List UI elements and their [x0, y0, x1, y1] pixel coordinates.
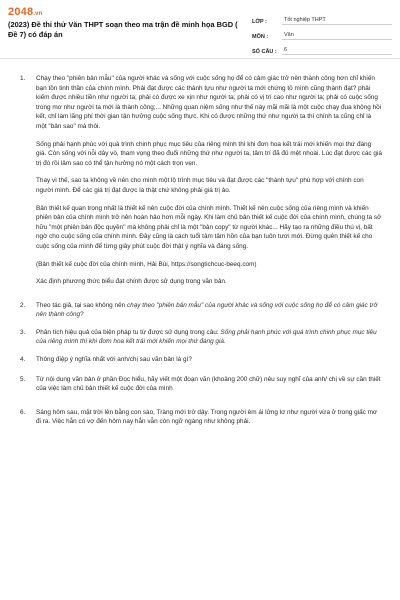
- meta-label-subject: MÔN :: [252, 34, 269, 40]
- question-4: [0, 355, 400, 365]
- exam-meta: [252, 10, 392, 55]
- meta-value-class: Tốt nghiệp THPT: [282, 17, 392, 25]
- question-6: [0, 408, 400, 427]
- question-2: [0, 301, 400, 320]
- question-text: Từ nội dung văn bản ở phần Đọc hiểu, hãy viết một đoạn văn (khoảng 200 chữ) nêu suy nghĩ của anh/ chị về sự cần thiết của việc làm chủ bản thiết kế cuộc đời của mình: [36, 375, 381, 393]
- question-prompt: Xác định phương thức biểu đạt chính được sử dụng trong văn bản.: [36, 278, 227, 286]
- question-number: 2.: [20, 301, 26, 309]
- question-number: 4.: [20, 356, 26, 364]
- site-logo[interactable]: [8, 6, 43, 18]
- question-quote: chạy theo "phiên bản mẫu" của người khác và sống với cuộc sống họ để có cảm giác trở nên thành công: [36, 301, 378, 319]
- question-text: [36, 328, 382, 347]
- question-3: [0, 328, 400, 347]
- page-header: [0, 0, 400, 59]
- meta-row-subject: [252, 25, 392, 40]
- passage-paragraph-2: Sống phải hạnh phúc với quá trình chinh phục mục tiêu của riêng mình thì khi đơn hoa kết trái mới khiến mọi thứ đáng giá. Còn sống với nỗi dây vò, tham vọng theo đuổi những thứ như người ta, tâm trí đã đủ mệt nhoài. Lúc đạt được các giá trị đó rồi lâm sao có thể tận hưởng nó một cách trọn vẹn.: [36, 140, 382, 167]
- question-quote: Sống phải hạnh phúc với quá trình chinh phục mục tiêu của riêng mình thì khi đơm hoa kết trái mới khiến mọi thứ đáng giá.: [36, 328, 377, 346]
- question-5: [0, 375, 400, 394]
- passage-paragraph-4: Bản thiết kế quan trọng nhất là thiết kế nên cuộc đời của chính mình. Thiết kế nên cuộc sống của riêng mình và khiến phiên bản của chính mình trở nên hoàn hảo hơn mỗi ngày. Khi làm chủ bản thiết kế cuộc đời của chính mình, chúng ta sở hữu "một phiên bản độc quyền" mà không phải chỉ là một "bản copy" từ người khác... Hãy tạo ra những điều thú vị, bất ngờ cho cuộc sống của chính mình. Đây cũng là cách tuổi tâm tâm hồn của bạn luôn tươi mới. Đừng quên thiết kế cho cuộc sống của mình để từng giây phút cuộc đời thật ý nghĩa và đáng sống.: [36, 204, 382, 250]
- question-1: [0, 74, 400, 287]
- meta-value-subject: Văn: [282, 32, 392, 40]
- question-tail: ?: [80, 311, 84, 319]
- brand-name: 2048: [8, 6, 34, 18]
- passage-source: (Bản thiết kế cuộc đời của chính mình, Hải Bùi, https://songtichcuc-beeq.com): [36, 260, 257, 268]
- question-number: 3.: [20, 328, 26, 336]
- question-number: 5.: [20, 375, 26, 383]
- question-lead: Theo tác giả, tại sao không nên: [36, 301, 127, 309]
- meta-row-class: [252, 10, 392, 25]
- question-lead: Phân tích hiệu quả của biện pháp tu từ được sử dụng trong câu:: [36, 328, 221, 336]
- page-title: (2023) Đề thi thử Văn THPT soạn theo ma trận đề minh họa BGD ( Đề 7) có đáp án: [8, 20, 238, 39]
- question-text: Thông điệp ý nghĩa nhất với anh/chị sau văn bản là gì?: [36, 356, 192, 364]
- questions-list: [0, 74, 400, 435]
- question-number: 1.: [20, 75, 26, 82]
- question-number: 6.: [20, 408, 26, 416]
- meta-label-count: SỐ CÂU :: [252, 49, 277, 55]
- brand-suffix: .vn: [33, 11, 43, 17]
- question-text: Sáng hôm sau, mặt trời lên bằng con sào, Tràng mới trở dậy. Trong người êm ái lửng lơ như người vừa ở trong giấc mơ đi ra. Việc hắn có vợ đến hôm nay hắn vẫn còn ngỡ ngàng như không phải.: [36, 408, 378, 426]
- passage-paragraph-1: Chạy theo "phiên bản mẫu" của người khác và sống với cuộc sống họ để có cảm giác trở nên thành công hơn chỉ khiến bạn tồn tinh thần của chính mình. Phải đạt được các thành tựu như người ta mới chứng tỏ mình cũng thành đạt? phải kiếm được nhiều tiền như người ta; phải có được xe xịn như người ta; phải có vị trí cao như người ta; phải có cuộc sống trong mơ như người ta mới là thành công;... Những quan niệm sống như thế này mãi mãi là một cuộc chạy đua không hồi kết, chỉ làm lãng phí thời gian tận hưởng cuộc sống thực. Khi có được những thứ như người ta thì chính ta cũng chỉ là một "bản sao" mà thôi.: [36, 75, 382, 130]
- meta-label-class: LỚP :: [252, 19, 267, 25]
- meta-row-count: [252, 40, 392, 55]
- passage-paragraph-3: Thay vì thế, sao ta không về nên cho mình một lộ trình mục tiêu và đạt được các "thành tựu" phù hợp với chính con người mình. Để các giá trị đạt được là thật chứ không phải giá trị ảo.: [36, 177, 364, 194]
- question-text: [36, 301, 382, 320]
- meta-value-count: 6: [282, 47, 392, 55]
